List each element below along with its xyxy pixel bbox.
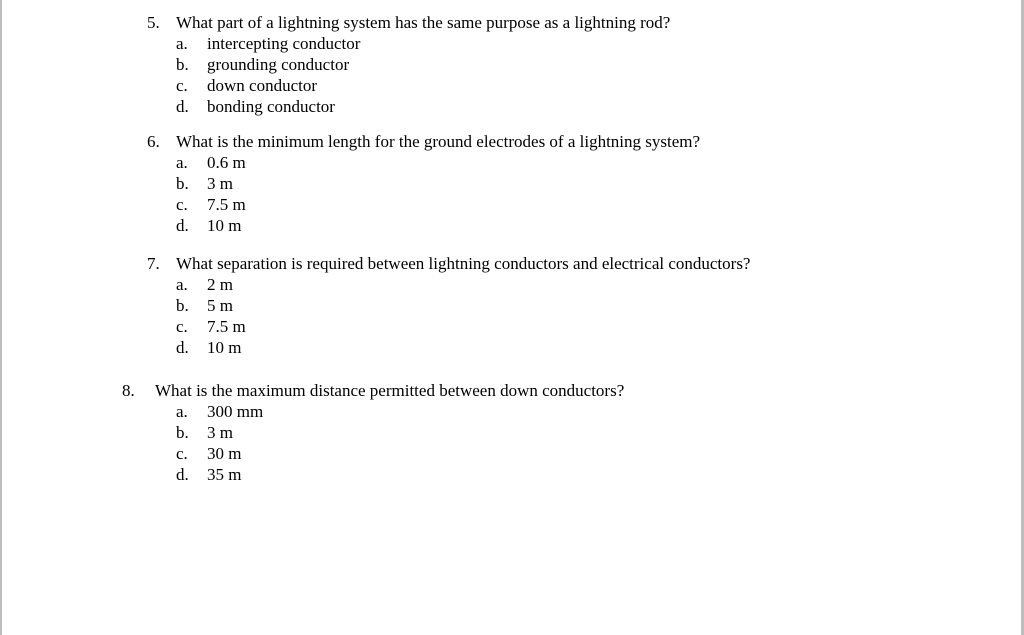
- option-letter: a.: [176, 275, 188, 294]
- option-letter: c.: [176, 76, 188, 95]
- option-text: 7.5 m: [207, 317, 246, 336]
- option-text: 3 m: [207, 174, 233, 193]
- option-text: down conductor: [207, 76, 318, 95]
- option-text: 2 m: [207, 275, 233, 294]
- option-text: 10 m: [207, 216, 242, 235]
- option-text: 0.6 m: [207, 153, 246, 172]
- option-text: 300 mm: [207, 402, 264, 421]
- option-text: intercepting conductor: [207, 34, 361, 53]
- question-stem: [147, 253, 750, 274]
- option-letter: a.: [176, 402, 188, 421]
- answer-option-d: [176, 215, 700, 236]
- answer-option-d: [176, 464, 624, 485]
- option-letter: d.: [176, 465, 189, 484]
- option-letter: a.: [176, 153, 188, 172]
- question-stem: [122, 380, 624, 401]
- question-7: [147, 253, 750, 358]
- option-text: bonding conductor: [207, 97, 335, 116]
- question-text: What is the maximum distance permitted between down conductors?: [155, 381, 625, 400]
- answer-option-a: [176, 152, 700, 173]
- answer-option-a: [176, 274, 750, 295]
- question-text: What part of a lightning system has the same purpose as a lightning rod?: [176, 13, 671, 32]
- question-text: What is the minimum length for the ground electrodes of a lightning system?: [176, 132, 701, 151]
- option-letter: d.: [176, 216, 189, 235]
- answer-option-c: [176, 443, 624, 464]
- question-number: 5.: [147, 13, 160, 32]
- option-text: 3 m: [207, 423, 233, 442]
- answer-option-c: [176, 316, 750, 337]
- option-text: 30 m: [207, 444, 242, 463]
- answer-option-b: [176, 422, 624, 443]
- question-number: 8.: [122, 381, 135, 400]
- answer-option-a: [176, 401, 624, 422]
- question-6: [147, 131, 700, 236]
- answer-option-d: [176, 96, 670, 117]
- option-text: 35 m: [207, 465, 242, 484]
- option-letter: c.: [176, 317, 188, 336]
- answer-option-d: [176, 337, 750, 358]
- answer-option-c: [176, 194, 700, 215]
- answer-option-b: [176, 173, 700, 194]
- option-letter: b.: [176, 423, 189, 442]
- option-letter: c.: [176, 195, 188, 214]
- question-5: [147, 12, 670, 117]
- option-letter: b.: [176, 55, 189, 74]
- question-number: 7.: [147, 254, 160, 273]
- option-text: 10 m: [207, 338, 242, 357]
- question-stem: [147, 12, 670, 33]
- option-letter: b.: [176, 296, 189, 315]
- option-text: 5 m: [207, 296, 233, 315]
- option-letter: a.: [176, 34, 188, 53]
- question-stem: [147, 131, 700, 152]
- option-letter: c.: [176, 444, 188, 463]
- option-text: 7.5 m: [207, 195, 246, 214]
- answer-option-c: [176, 75, 670, 96]
- answer-option-b: [176, 54, 670, 75]
- option-letter: d.: [176, 338, 189, 357]
- answer-option-a: [176, 33, 670, 54]
- question-text: What separation is required between lightning conductors and electrical conductors?: [176, 254, 751, 273]
- question-8: [122, 380, 624, 485]
- answer-option-b: [176, 295, 750, 316]
- option-text: grounding conductor: [207, 55, 350, 74]
- option-letter: d.: [176, 97, 189, 116]
- question-number: 6.: [147, 132, 160, 151]
- option-letter: b.: [176, 174, 189, 193]
